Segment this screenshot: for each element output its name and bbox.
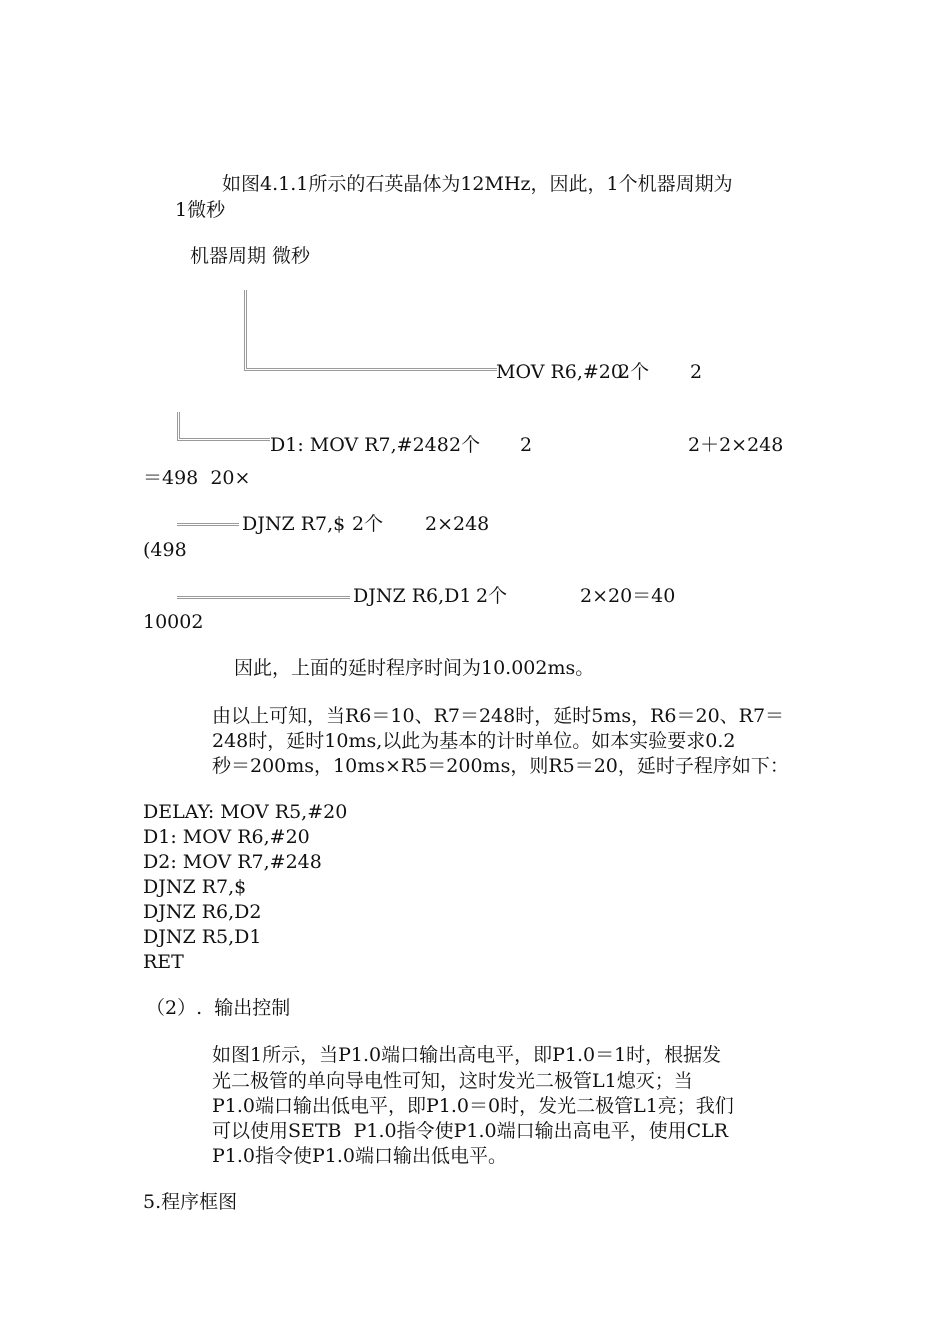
conclusion-text: 因此，上面的延时程序时间为10.002ms。: [234, 657, 595, 679]
connector-line-3: [177, 523, 239, 526]
explanation-line-3: 秒＝200ms，10ms×R5＝200ms，则R5＝20，延时子程序如下：: [212, 755, 789, 777]
section5-heading: 5.程序框图: [143, 1191, 238, 1213]
row3-cycles: 2×248: [425, 513, 490, 535]
section2-line-1: 如图1所示，当P1.0端口输出高电平，即P1.0＝1时，根据发: [212, 1044, 722, 1066]
connector-line-4: [177, 596, 350, 599]
row4-instruction: DJNZ R6,D1: [353, 585, 472, 607]
explanation-line-2: 248时，延时10ms,以此为基本的计时单位。如本实验要求0.2: [212, 730, 736, 752]
section2-heading: （2）. 输出控制: [146, 997, 291, 1019]
row3-cont: (498: [143, 539, 187, 561]
bracket-inner: [177, 412, 270, 441]
row3-count: 2个: [352, 513, 384, 535]
row4-cycles: 2×20＝40: [580, 585, 676, 607]
code-line: D2: MOV R7,#248: [143, 851, 322, 873]
intro-line-2: 1微秒: [175, 199, 226, 221]
row3-instruction: DJNZ R7,$: [242, 513, 346, 535]
code-block: [143, 800, 347, 975]
section2-line-5: P1.0指令使P1.0端口输出低电平。: [212, 1145, 508, 1167]
section2-line-3: P1.0端口输出低电平，即P1.0＝0时，发光二极管L1亮；我们: [212, 1095, 734, 1117]
table-header: 机器周期 微秒: [190, 245, 311, 267]
bracket-outer: [244, 290, 497, 371]
code-line: DJNZ R6,D2: [143, 901, 262, 923]
code-line: DELAY: MOV R5,#20: [143, 801, 348, 823]
row2-calc-cont: ＝498 20×: [143, 467, 251, 489]
intro-line-1: 如图4.1.1所示的石英晶体为12MHz，因此，1个机器周期为: [222, 173, 733, 195]
row2-instruction: D1: MOV R7,#248: [270, 434, 449, 456]
row1-instruction: MOV R6,#20: [496, 361, 623, 383]
code-line: DJNZ R7,$: [143, 876, 247, 898]
code-line: DJNZ R5,D1: [143, 926, 262, 948]
row2-calc: 2＋2×248: [688, 434, 784, 456]
row4-count: 2个: [476, 585, 508, 607]
row1-count: 2个: [618, 361, 650, 383]
code-line: D1: MOV R6,#20: [143, 826, 310, 848]
code-line: RET: [143, 951, 184, 973]
row2-count: 2个: [449, 434, 481, 456]
section2-line-4: 可以使用SETB P1.0指令使P1.0端口输出高电平，使用CLR: [212, 1120, 729, 1142]
explanation-line-1: 由以上可知，当R6＝10、R7＝248时，延时5ms，R6＝20、R7＝: [212, 705, 785, 727]
row2-cycles: 2: [520, 434, 533, 456]
section2-line-2: 光二极管的单向导电性可知，这时发光二极管L1熄灭；当: [212, 1070, 693, 1092]
row4-cont: 10002: [143, 611, 204, 633]
row1-cycles: 2: [690, 361, 703, 383]
